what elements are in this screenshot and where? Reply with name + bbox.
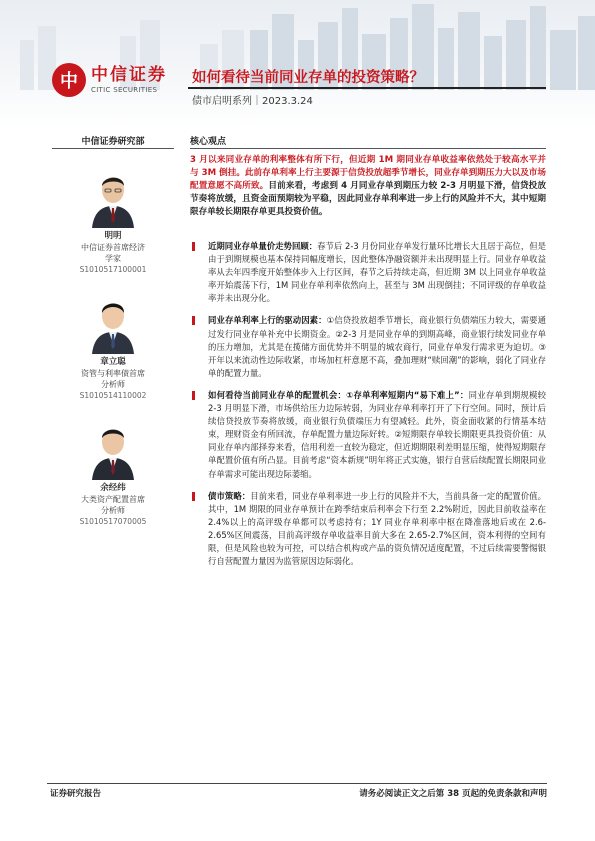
analyst-name: 章立聪 bbox=[100, 357, 126, 367]
bullet-text: 目前来看，同业存单利率进一步上行的风险并不大，当前具备一定的配置价值。其中，1M 期限的同业存单预计在跨季结束后利率会下行至 2.2%附近，因此目前收益率在 2.4%以上的高评级存单都可以考虑持有；1Y 同业存单利率中枢在降准落地后或在 2.6-2.65%区间震荡，目前高评级存单收益率目前大多在 2.65-2.7%区间，资本利得的空间有限，但是风险也较为可控，可以结合机构或产品的资负情况适度配置，不过后续需要警惕银行自营配置力量因为监管原因边际弱化。 bbox=[208, 490, 547, 567]
list-item bbox=[190, 389, 546, 481]
logo-mark-icon: 中 bbox=[52, 63, 86, 97]
avatar bbox=[88, 292, 138, 354]
bullet-marker-icon bbox=[192, 242, 195, 251]
main-heading: 核心观点 bbox=[190, 137, 227, 147]
bullet-lead: 债市策略： bbox=[208, 490, 251, 501]
analyst-role: 大类资产配置首席 bbox=[81, 495, 145, 504]
analyst-role: 学家 bbox=[105, 254, 121, 263]
list-item bbox=[190, 240, 546, 305]
bullet-marker-icon bbox=[192, 492, 195, 501]
summary-body: 目前来看，考虑到 4 月同业存单到期压力较 2-3 月明显下滑，信贷投放节奏将放缓，且资金面预期较为平稳，因此同业存单利率进一步上行的风险并不大，其中短期限存单较长期限存单更具投资价值。 bbox=[190, 181, 546, 217]
footer-disclaimer: 请务必阅读正文之后第 38 页起的免责条款和声明 bbox=[359, 789, 547, 799]
bullet-text: 春节后 2-3 月份同业存单发行量环比增长大且居于高位，但是由于到期规模也基本保持同幅度增长，因此整体净融资额并未出现明显上行。同业存单收益率从去年四季度开始整体步入上行区间，春节之后持续走高，但近期 3M 以上同业存单收益率开始震荡下行，1M 同业存单利率依然向上，甚至与 3M 出现倒挂；不同评级的存单收益率并未出现分化。 bbox=[208, 241, 546, 304]
title-divider bbox=[188, 87, 546, 89]
analyst-cert-number: S1010517070005 bbox=[79, 517, 147, 526]
analyst-card bbox=[52, 292, 174, 401]
logo-chinese: 中信证券 bbox=[91, 65, 167, 85]
sidebar-heading: 中信证券研究部 bbox=[81, 137, 145, 147]
analyst-name: 余经纬 bbox=[100, 483, 126, 493]
bullet-marker-icon bbox=[192, 316, 195, 325]
analyst-role: 分析师 bbox=[101, 380, 125, 389]
logo-english: CITIC SECURITIES bbox=[91, 86, 158, 94]
analyst-name: 明明 bbox=[104, 231, 122, 241]
main-heading-divider bbox=[190, 148, 546, 149]
footer-divider bbox=[47, 783, 547, 784]
analyst-card bbox=[52, 166, 174, 275]
key-points-list bbox=[190, 240, 546, 577]
analyst-role: 中信证券首席经济 bbox=[81, 243, 145, 252]
list-item bbox=[190, 490, 546, 569]
analyst-cert-number: S1010514110002 bbox=[79, 391, 147, 400]
report-subtitle: 债市启明系列｜2023.3.24 bbox=[192, 96, 313, 107]
bullet-text: ①信贷投放超季节增长，商业银行负债端压力较大，需要通过发行同业存单补充中长期资金。②2-3 月是同业存单的到期高峰，商业银行续发同业存单的压力增加，尤其是在揽储方面优势并不明显的城农商行，同业存单发行需求更为迫切。③开年以来流动性边际收紧，市场加杠杆意愿不高，叠加理财“赎回潮”的影响，弱化了同业存单的配置力量。 bbox=[208, 315, 546, 378]
analyst-role: 资管与利率债首席 bbox=[81, 369, 145, 378]
avatar bbox=[88, 166, 138, 228]
bullet-text: 同业存单到期规模较 2-3 月明显下滑，市场供给压力边际转弱，为同业存单利率打开了下行空间。同时，预计后续信贷投放节奏将放缓，商业银行负债端压力有望减轻。此外，资金面收紧的行情基本结束，理财资金有所回流，存单配置力量边际好转。②短期限存单较长期限更具投资价值：从同业存单内部择券来看，信用利差一直较为稳定，但近期期限利差明显压缩，使得短期限存单配置价值有所凸显。目前考虑“资本新规”明年将正式实施，银行自营后续配置长期限同业存单需求可能出现边际萎缩。 bbox=[208, 389, 546, 479]
analyst-cert-number: S1010517100001 bbox=[79, 265, 147, 274]
list-item bbox=[190, 314, 546, 379]
company-logo bbox=[52, 63, 167, 97]
sidebar-heading-divider bbox=[52, 148, 174, 149]
key-summary bbox=[190, 154, 546, 219]
report-title: 如何看待当前同业存单的投资策略？ bbox=[192, 70, 424, 86]
analyst-role: 分析师 bbox=[101, 506, 125, 515]
avatar bbox=[88, 418, 138, 480]
bullet-lead: 如何看待当前同业存单的配置机会：①存单利率短期内“易下难上”： bbox=[208, 389, 469, 400]
bullet-marker-icon bbox=[192, 391, 195, 400]
analyst-card bbox=[52, 418, 174, 527]
bullet-lead: 近期同业存单量价走势回顾： bbox=[208, 241, 318, 251]
footer-label: 证券研究报告 bbox=[50, 789, 102, 799]
bullet-lead: 同业存单利率上行的驱动因素： bbox=[208, 315, 327, 326]
summary-highlight: 3 月以来同业存单的利率整体有所下行，但近期 1M 期同业存单收益率依然处于较高水平并与 3M 倒挂。此前存单利率上行主要源于信贷投放超季节增长，同业存单到期压力大以及市场配置意愿不高所致。 bbox=[190, 155, 546, 191]
